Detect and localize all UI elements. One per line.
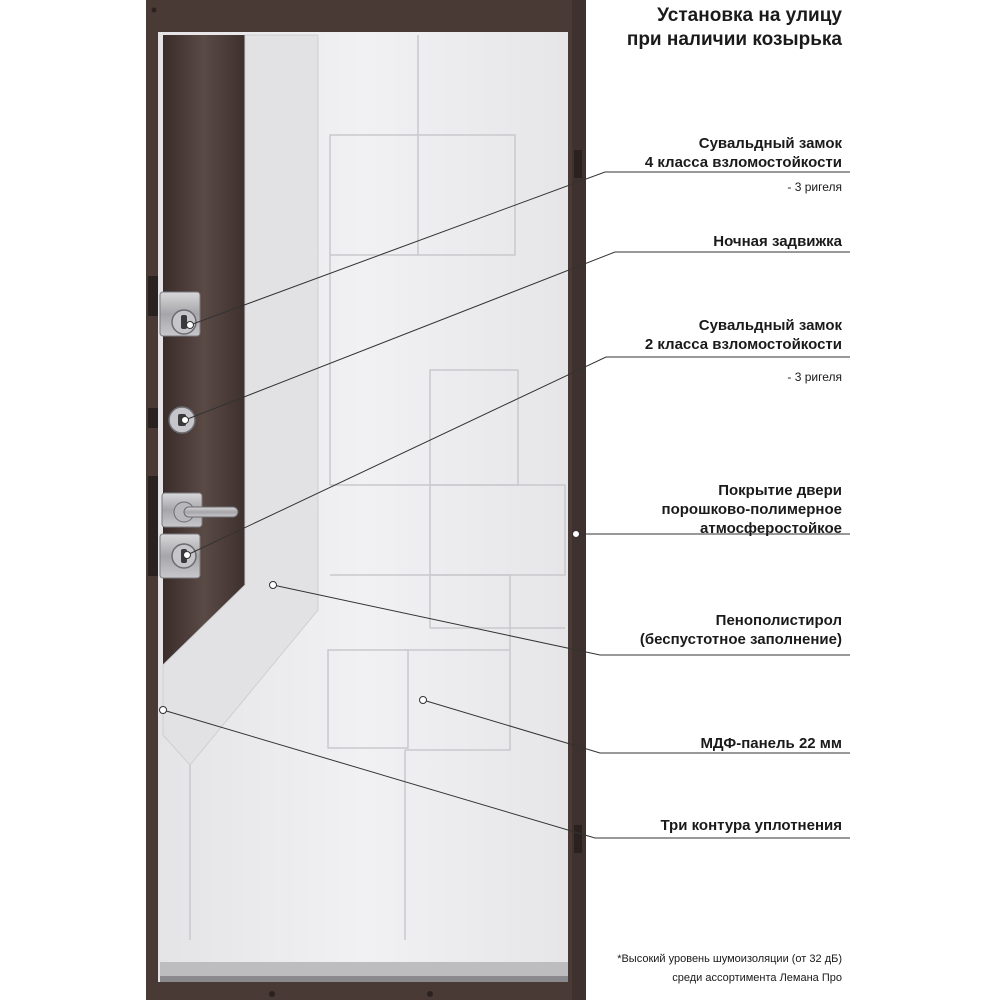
callout-lock2-note: - 3 ригеля bbox=[787, 370, 842, 384]
title-line-1: Установка на улицу bbox=[657, 5, 842, 26]
lock-2-class-icon bbox=[160, 534, 200, 578]
callout-lock-2-class bbox=[645, 316, 842, 354]
hinge-top bbox=[574, 150, 582, 178]
callout-lock4-line-1: Сувальдный замок bbox=[698, 135, 842, 152]
callout-night-latch bbox=[713, 232, 842, 251]
threshold bbox=[160, 962, 568, 976]
callout-coating-line-2: порошково-полимерное bbox=[661, 501, 842, 518]
callout-lock2-line-1: Сувальдный замок bbox=[698, 317, 842, 334]
callout-foam-line-2: (беспустотное заполнение) bbox=[639, 631, 842, 648]
hinge-bottom bbox=[574, 825, 582, 853]
callout-coating-line-3: атмосферостойкое bbox=[700, 520, 842, 537]
callout-seal-line-1: Три контура уплотнения bbox=[660, 817, 842, 834]
callout-lock4-line-2: 4 класса взломостойкости bbox=[644, 154, 842, 171]
lock-4-class-icon bbox=[160, 292, 200, 336]
callout-seal bbox=[660, 816, 842, 835]
callout-lock4-note: - 3 ригеля bbox=[787, 180, 842, 194]
title-line-2: при наличии козырька bbox=[626, 29, 842, 50]
callout-foam bbox=[640, 611, 842, 649]
callout-night-line-1: Ночная задвижка bbox=[713, 233, 842, 250]
page-title bbox=[627, 4, 842, 52]
callout-mdf-line-1: МДФ-панель 22 мм bbox=[700, 735, 842, 752]
callout-coating bbox=[662, 481, 842, 538]
footnote-line-2: среди ассортимента Лемана Про bbox=[672, 972, 842, 984]
callout-mdf bbox=[700, 734, 842, 753]
callout-coating-line-1: Покрытие двери bbox=[718, 482, 842, 499]
footnote bbox=[617, 950, 842, 988]
callout-lock2-line-2: 2 класса взломостойкости bbox=[644, 336, 842, 353]
callout-lock-4-class bbox=[645, 134, 842, 172]
callout-foam-line-1: Пенополистирол bbox=[715, 612, 842, 629]
footnote-line-1: *Высокий уровень шумоизоляции (от 32 дБ) bbox=[617, 953, 842, 965]
